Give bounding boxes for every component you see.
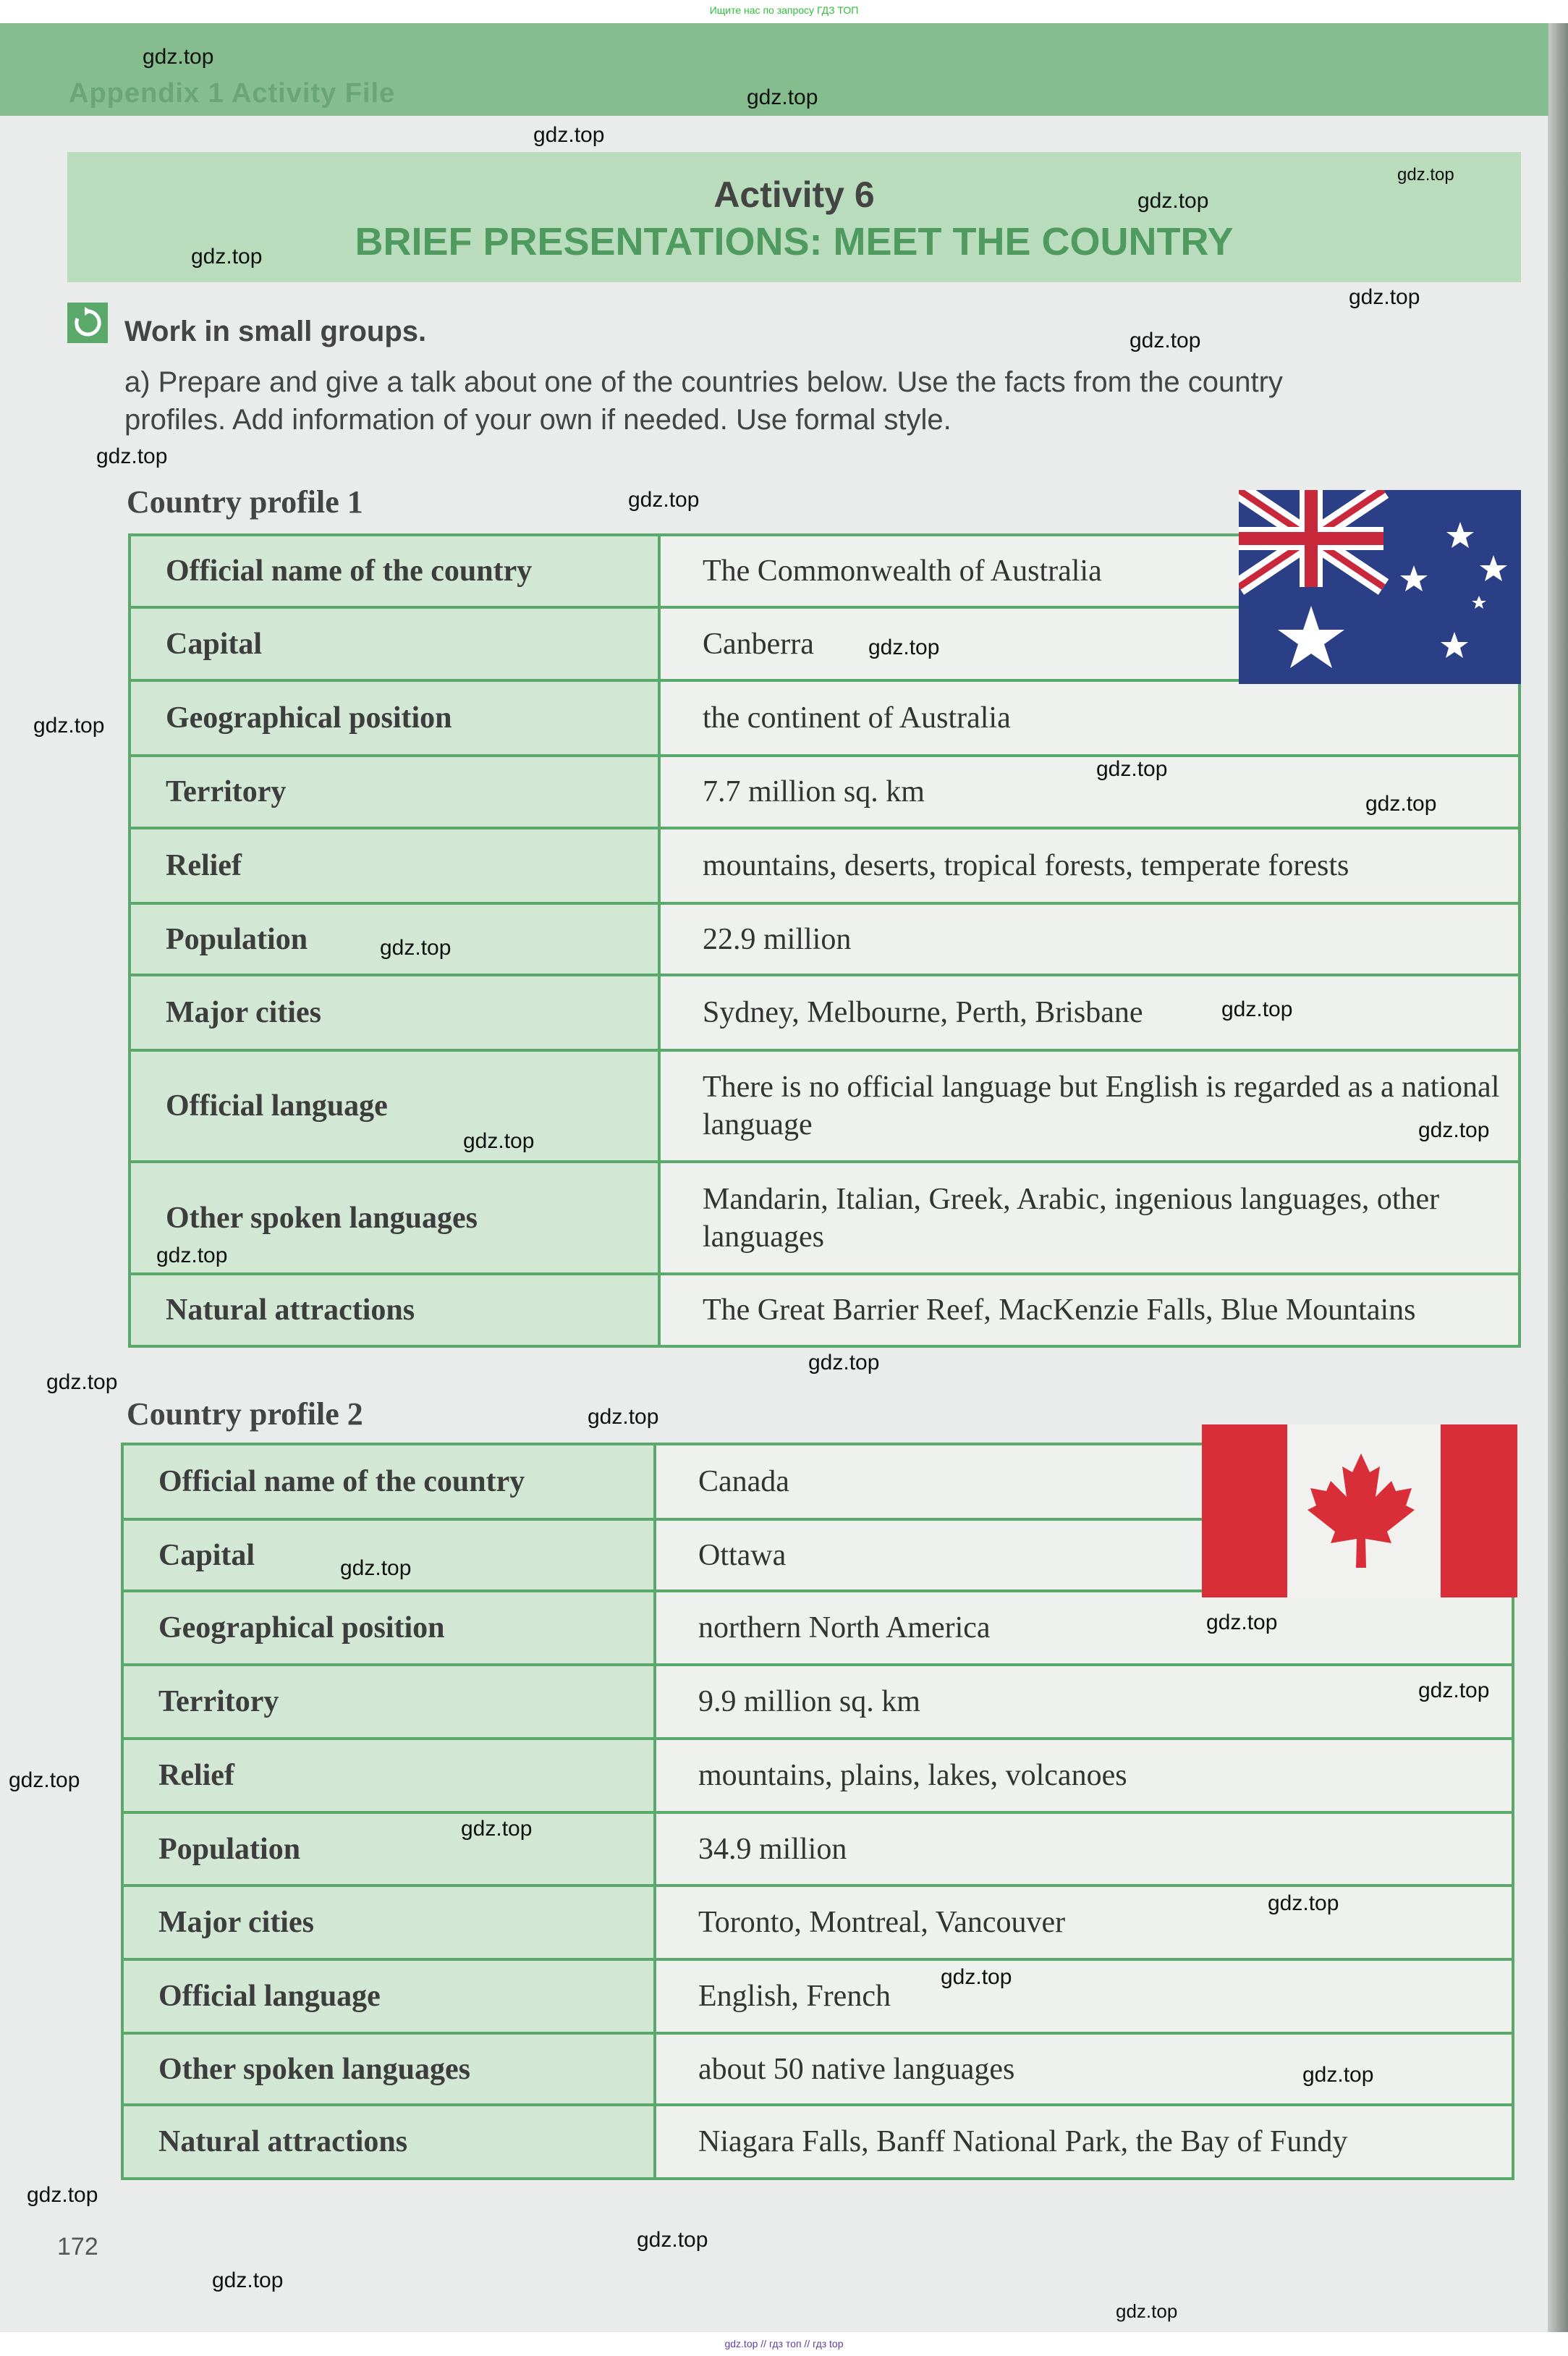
table-row xyxy=(122,1665,1513,1739)
row-value: 22.9 million xyxy=(659,903,1520,975)
watermark: gdz.top xyxy=(33,714,105,738)
row-label: Territory xyxy=(122,1665,655,1739)
row-value: The Commonwealth of Australia xyxy=(659,535,1520,607)
watermark: gdz.top xyxy=(96,444,168,468)
row-label: Major cities xyxy=(122,1886,655,1959)
row-label: Capital xyxy=(130,607,659,680)
row-label: Population xyxy=(130,903,659,975)
watermark: gdz.top xyxy=(212,2268,284,2292)
row-label: Population xyxy=(122,1812,655,1886)
bottom-banner xyxy=(0,2332,1568,2356)
row-label: Major cities xyxy=(130,975,659,1050)
table-row xyxy=(130,1050,1520,1162)
row-value: mountains, plains, lakes, volcanoes xyxy=(655,1739,1513,1812)
watermark: gdz.top xyxy=(1116,2300,1178,2322)
watermark: gdz.top xyxy=(533,123,605,147)
row-value: Mandarin, Italian, Greek, Arabic, ingenious languages, other languages xyxy=(659,1162,1520,1274)
row-value: the continent of Australia xyxy=(659,680,1520,756)
row-label: Capital xyxy=(122,1519,655,1591)
watermark: gdz.top xyxy=(1302,2063,1374,2087)
table-row xyxy=(122,1812,1513,1886)
watermark: gdz.top xyxy=(868,636,940,659)
table-row xyxy=(130,975,1520,1050)
activity-banner xyxy=(67,152,1521,282)
watermark: gdz.top xyxy=(1137,189,1209,213)
watermark: gdz.top xyxy=(1221,997,1293,1021)
watermark: gdz.top xyxy=(628,488,700,512)
row-value: 9.9 million sq. km xyxy=(655,1665,1513,1739)
table-row xyxy=(130,903,1520,975)
row-value: Sydney, Melbourne, Perth, Brisbane xyxy=(659,975,1520,1050)
australia-flag xyxy=(1239,490,1521,684)
row-label: Geographical position xyxy=(122,1591,655,1665)
watermark: gdz.top xyxy=(1349,285,1420,309)
instruction-line-2: a) Prepare and give a talk about one of the countries below. Use the facts from the country xyxy=(124,366,1283,398)
table-row xyxy=(130,1162,1520,1274)
page-edge-shadow xyxy=(1548,23,1568,2332)
top-banner-text: Ищите нас по запросу ГДЗ ТОП xyxy=(709,4,859,16)
watermark: gdz.top xyxy=(46,1370,118,1394)
table-row xyxy=(122,1591,1513,1665)
watermark: gdz.top xyxy=(27,2183,98,2207)
watermark: gdz.top xyxy=(156,1244,228,1267)
table-row xyxy=(130,828,1520,903)
row-label: Geographical position xyxy=(130,680,659,756)
row-label: Other spoken languages xyxy=(122,2033,655,2105)
watermark: gdz.top xyxy=(463,1129,535,1153)
row-label: Territory xyxy=(130,756,659,828)
top-banner xyxy=(0,0,1568,23)
watermark: gdz.top xyxy=(808,1351,880,1375)
row-value: 7.7 million sq. km xyxy=(659,756,1520,828)
watermark: gdz.top xyxy=(941,1965,1012,1989)
table-row xyxy=(130,756,1520,828)
watermark: gdz.top xyxy=(1397,165,1454,185)
instruction-line-3: profiles. Add information of your own if needed. Use formal style. xyxy=(124,404,952,436)
row-value: Canberra xyxy=(659,607,1520,680)
watermark: gdz.top xyxy=(637,2228,708,2252)
bottom-banner-text: gdz.top // гдз топ // гдз top xyxy=(724,2338,844,2349)
watermark: gdz.top xyxy=(1130,329,1201,352)
row-value: about 50 native languages xyxy=(655,2033,1513,2105)
watermark: gdz.top xyxy=(9,1768,80,1792)
watermark: gdz.top xyxy=(1206,1610,1278,1634)
watermark: gdz.top xyxy=(1268,1891,1339,1915)
watermark: gdz.top xyxy=(1365,792,1437,816)
table-row xyxy=(130,680,1520,756)
group-work-icon xyxy=(67,303,108,343)
row-value: Toronto, Montreal, Vancouver xyxy=(655,1886,1513,1959)
row-value: 34.9 million xyxy=(655,1812,1513,1886)
profile-2-title: Country profile 2 xyxy=(127,1396,363,1432)
profile-1-title: Country profile 1 xyxy=(127,484,363,520)
watermark: gdz.top xyxy=(747,85,818,109)
watermark: gdz.top xyxy=(143,45,214,69)
table-row xyxy=(122,1959,1513,2033)
row-label: Other spoken languages xyxy=(130,1162,659,1274)
table-row xyxy=(122,2105,1513,2179)
row-value: Niagara Falls, Banff National Park, the Bay of Fundy xyxy=(655,2105,1513,2179)
page-number: 172 xyxy=(57,2233,98,2260)
row-label: Official name of the country xyxy=(130,535,659,607)
watermark: gdz.top xyxy=(1096,757,1168,781)
row-value: mountains, deserts, tropical forests, temperate forests xyxy=(659,828,1520,903)
table-row xyxy=(122,1739,1513,1812)
row-label: Relief xyxy=(130,828,659,903)
row-label: Natural attractions xyxy=(122,2105,655,2179)
row-value: The Great Barrier Reef, MacKenzie Falls, Blue Mountains xyxy=(659,1274,1520,1346)
watermark: gdz.top xyxy=(1418,1679,1490,1702)
row-label: Official name of the country xyxy=(122,1444,655,1519)
watermark: gdz.top xyxy=(340,1556,412,1580)
row-label: Official language xyxy=(122,1959,655,2033)
row-label: Official language xyxy=(130,1050,659,1162)
instruction-line-1: Work in small groups. xyxy=(124,316,427,347)
table-row xyxy=(130,1274,1520,1346)
row-value: There is no official language but English is regarded as a national language xyxy=(659,1050,1520,1162)
row-value: northern North America xyxy=(655,1591,1513,1665)
watermark: gdz.top xyxy=(1418,1118,1490,1142)
canada-flag xyxy=(1202,1424,1517,1597)
activity-number: Activity 6 xyxy=(713,174,875,215)
row-value: Canada xyxy=(655,1444,1513,1519)
watermark: gdz.top xyxy=(588,1405,659,1429)
row-label: Natural attractions xyxy=(130,1274,659,1346)
row-value: English, French xyxy=(655,1959,1513,2033)
watermark: gdz.top xyxy=(380,936,452,960)
row-value: Ottawa xyxy=(655,1519,1513,1591)
row-label: Relief xyxy=(122,1739,655,1812)
watermark: gdz.top xyxy=(191,245,263,269)
section-header: Appendix 1 Activity File xyxy=(69,78,396,109)
watermark: gdz.top xyxy=(461,1817,533,1841)
activity-title: BRIEF PRESENTATIONS: MEET THE COUNTRY xyxy=(355,220,1234,263)
